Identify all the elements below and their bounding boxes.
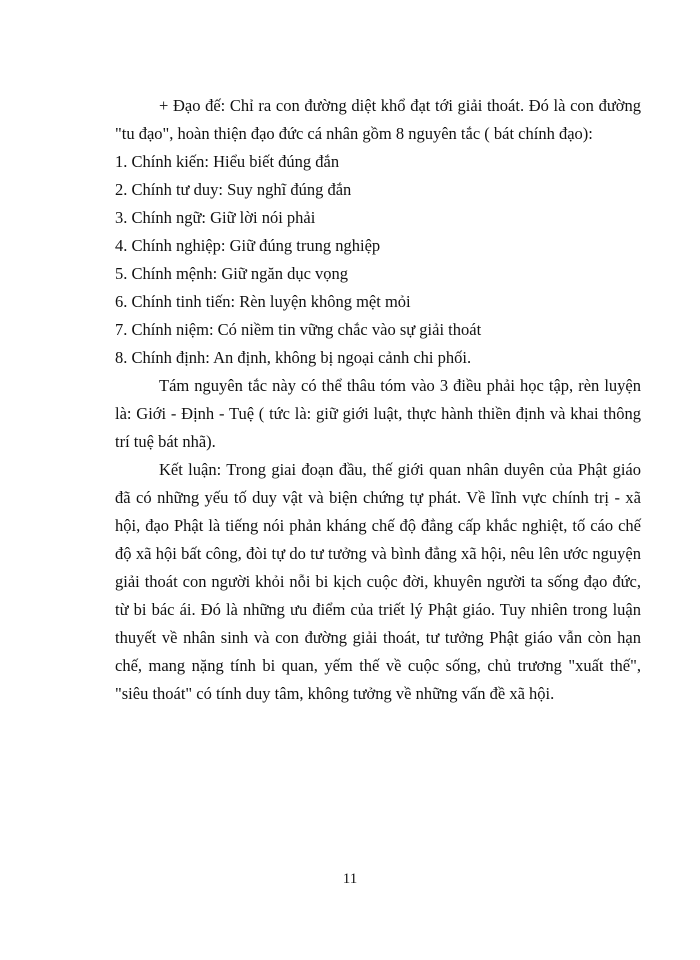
conclusion-paragraph: Kết luận: Trong giai đoạn đầu, thế giới quan nhân duyên của Phật giáo đã có những yếu tố duy vật và biện chứng tự phát. Về lĩnh vực chính trị - xã hội, đạo Phật là tiếng nói phản kháng chế độ đẳng cấp khắc nghiệt, tố cáo chế độ xã hội bất công, đòi tự do tư tưởng và bình đẳng xã hội, nêu lên ước nguyện giải thoát con người khỏi nỗi bi kịch cuộc đời, khuyên người ta sống đạo đức, từ bi bác ái. Đó là những ưu điểm của triết lý Phật giáo. Tuy nhiên trong luận thuyết về nhân sinh và con đường giải thoát, tư tưởng Phật giáo vẫn còn hạn chế, mang nặng tính bi quan, yếm thế về cuộc sống, chủ trương "xuất thế", "siêu thoát" có tính duy tâm, không tưởng về những vấn đề xã hội. [115, 460, 641, 703]
intro-paragraph: + Đạo đế: Chỉ ra con đường diệt khổ đạt tới giải thoát. Đó là con đường "tu đạo", hoàn thiện đạo đức cá nhân gồm 8 nguyên tắc ( bát chính đạo): [115, 96, 641, 143]
summary-paragraph: Tám nguyên tắc này có thể thâu tóm vào 3 điều phải học tập, rèn luyện là: Giới - Định - Tuệ ( tức là: giữ giới luật, thực hành thiền định và khai thông trí tuệ bát nhã). [115, 376, 641, 451]
list-item: 2. Chính tư duy: Suy nghĩ đúng đắn [115, 180, 352, 199]
list-item: 1. Chính kiến: Hiểu biết đúng đắn [115, 152, 340, 171]
page-number: 11 [342, 871, 358, 887]
list-item: 8. Chính định: An định, không bị ngoại cảnh chi phối. [115, 348, 472, 367]
list-item: 4. Chính nghiệp: Giữ đúng trung nghiệp [115, 236, 381, 255]
list-item: 3. Chính ngữ: Giữ lời nói phải [115, 208, 316, 227]
principles-list [115, 148, 641, 372]
list-item: 5. Chính mệnh: Giữ ngăn dục vọng [115, 264, 349, 283]
document-page [115, 92, 641, 708]
list-item: 7. Chính niệm: Có niềm tin vững chắc vào sự giải thoát [115, 320, 482, 339]
list-item: 6. Chính tinh tiến: Rèn luyện không mệt mỏi [115, 292, 411, 311]
